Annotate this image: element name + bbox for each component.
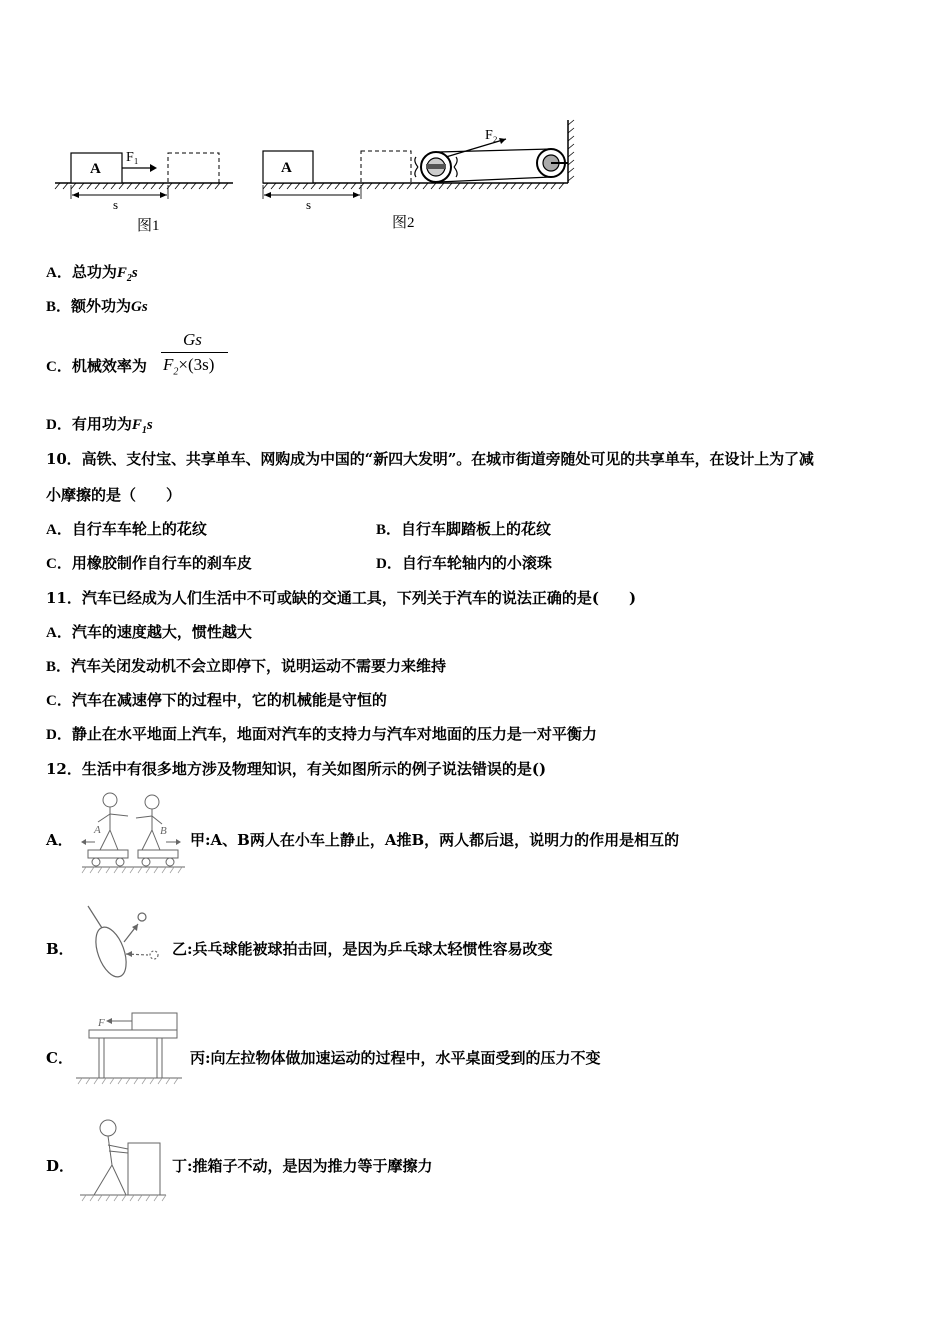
q9-option-d: D．有用功为$F_1s$ <box>46 415 153 436</box>
q10-stem-line1: 10．高铁、支付宝、共享单车、网购成为中国的“新四大发明”。在城市街道旁随处可见的共享单车，在设计上为了减 <box>46 450 814 468</box>
block-a-label: A <box>90 161 101 177</box>
figure-bing-table <box>74 1010 186 1086</box>
q10-option-a: A．自行车车轮上的花纹 <box>46 520 207 538</box>
force-label-f1: F₁ <box>126 150 139 165</box>
figure-1-caption: 图1 <box>137 218 160 234</box>
person-a-label: A <box>94 824 101 836</box>
q12-option-b-text: 乙:兵乓球能被球拍击回，是因为乒乓球太轻惯性容易改变 <box>172 940 553 958</box>
figure-2-caption: 图2 <box>392 215 415 231</box>
q10-option-b: B．自行车脚踏板上的花纹 <box>376 520 552 538</box>
q9-option-c: C．机械效率为 <box>46 357 147 375</box>
q11-option-a: A．汽车的速度越大，惯性越大 <box>46 623 252 641</box>
distance-label: s <box>113 197 119 212</box>
q12-option-d-letter: D． <box>46 1157 75 1175</box>
q12-stem: 12．生活中有很多地方涉及物理知识，有关如图所示的例子说法错误的是() <box>46 760 547 778</box>
distance-label: s <box>306 197 312 212</box>
q10-option-d: D．自行车轮轴内的小滚珠 <box>376 554 552 572</box>
figure-2 <box>258 115 578 235</box>
q12-option-a-text: 甲:A、B两人在小车上静止，A推B，两人都后退，说明力的作用是相互的 <box>190 831 680 849</box>
q10-option-c: C．用橡胶制作自行车的刹车皮 <box>46 554 252 572</box>
q9-option-b: B．额外功为Gs <box>46 297 148 315</box>
q11-option-c: C．汽车在减速停下的过程中，它的机械能是守恒的 <box>46 691 387 709</box>
q9-option-c-numerator: Gs <box>183 330 202 349</box>
q11-option-d: D．静止在水平地面上汽车，地面对汽车的支持力与汽车对地面的压力是一对平衡力 <box>46 725 597 743</box>
q9-option-a: A．总功为$F_2s$ <box>46 263 138 284</box>
q11-option-b: B．汽车关闭发动机不会立即停下，说明运动不需要力来维持 <box>46 657 447 675</box>
q12-option-d-text: 丁:推箱子不动，是因为推力等于摩擦力 <box>172 1157 433 1175</box>
person-b-label: B <box>160 825 167 837</box>
force-label-f2: F₂ <box>485 128 498 143</box>
fraction-bar <box>161 352 228 353</box>
q12-option-c-letter: C． <box>46 1049 73 1067</box>
q11-stem: 11．汽车已经成为人们生活中不可或缺的交通工具，下列关于汽车的说法正确的是( ) <box>46 589 637 607</box>
figure-ding-push-box <box>78 1117 170 1203</box>
figure-yi-paddle <box>82 902 170 988</box>
q9-option-c-denominator: $F_2\times(3s)$ <box>163 355 215 378</box>
figure-jia-carts <box>80 790 188 882</box>
q10-stem-line2: 小摩擦的是（ ） <box>46 486 182 504</box>
block-a-label: A <box>281 160 292 176</box>
force-f-label: F <box>98 1017 105 1029</box>
q12-option-a-letter: A． <box>46 831 73 849</box>
q12-option-b-letter: B． <box>46 940 74 958</box>
q12-option-c-text: 丙:向左拉物体做加速运动的过程中，水平桌面受到的压力不变 <box>190 1049 601 1067</box>
